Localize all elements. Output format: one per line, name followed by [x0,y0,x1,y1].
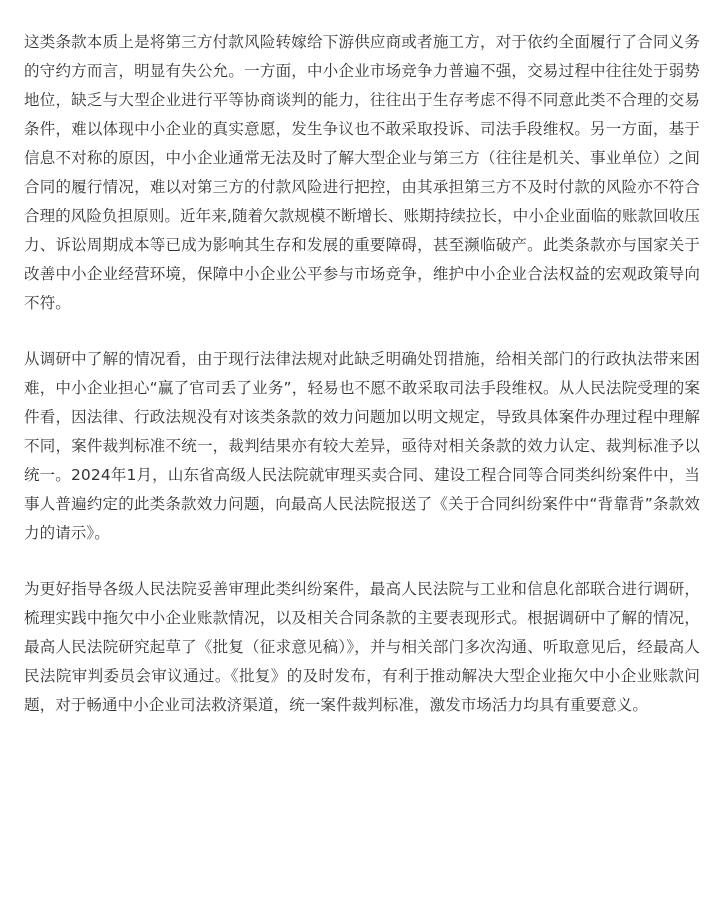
paragraph-2: 从调研中了解的情况看，由于现行法律法规对此缺乏明确处罚措施，给相关部门的行政执法带来困难，中小企业担心“赢了官司丢了业务”，轻易也不愿不敢采取司法手段维权。从人民法院受理的案件看，因法律、行政法规没有对该类条款的效力问题加以明文规定，导致具体案件办理过程中理解不同，案件裁判标准不统一，裁判结果亦有较大差异，亟待对相关条款的效力认定、裁判标准予以统一。2024年1月，山东省高级人民法院就审理买卖合同、建设工程合同等合同类纠纷案件中，当事人普遍约定的此类条款效力问题，向最高人民法院报送了《关于合同纠纷案件中“背靠背”条款效力的请示》。 [24,350,700,542]
paragraph-1: 这类条款本质上是将第三方付款风险转嫁给下游供应商或者施工方，对于依约全面履行了合同义务的守约方而言，明显有失公允。一方面，中小企业市场竞争力普遍不强，交易过程中往往处于弱势地位，缺乏与大型企业进行平等协商谈判的能力，往往出于生存考虑不得不同意此类不合理的交易条件，难以体现中小企业的真实意愿，发生争议也不敢采取投诉、司法手段维权。另一方面，基于信息不对称的原因，中小企业通常无法及时了解大型企业与第三方（往往是机关、事业单位）之间合同的履行情况，难以对第三方的付款风险进行把控，由其承担第三方不及时付款的风险亦不符合合理的风险负担原则。近年来,随着欠款规模不断增长、账期持续拉长，中小企业面临的账款回收压力、诉讼周期成本等已成为影响其生存和发展的重要障碍，甚至濒临破产。此类条款亦与国家关于改善中小企业经营环境，保障中小企业公平参与市场竞争，维护中小企业合法权益的宏观政策导向不符。 [24,33,700,312]
article-body [24,28,700,747]
paragraph-3: 为更好指导各级人民法院妥善审理此类纠纷案件，最高人民法院与工业和信息化部联合进行调研，梳理实践中拖欠中小企业账款情况，以及相关合同条款的主要表现形式。根据调研中了解的情况，最高人民法院研究起草了《批复（征求意见稿）》，并与相关部门多次沟通、听取意见后，经最高人民法院审判委员会审议通过。《批复》的及时发布，有利于推动解决大型企业拖欠中小企业账款问题，对于畅通中小企业司法救济渠道，统一案件裁判标准，激发市场活力均具有重要意义。 [24,580,700,714]
